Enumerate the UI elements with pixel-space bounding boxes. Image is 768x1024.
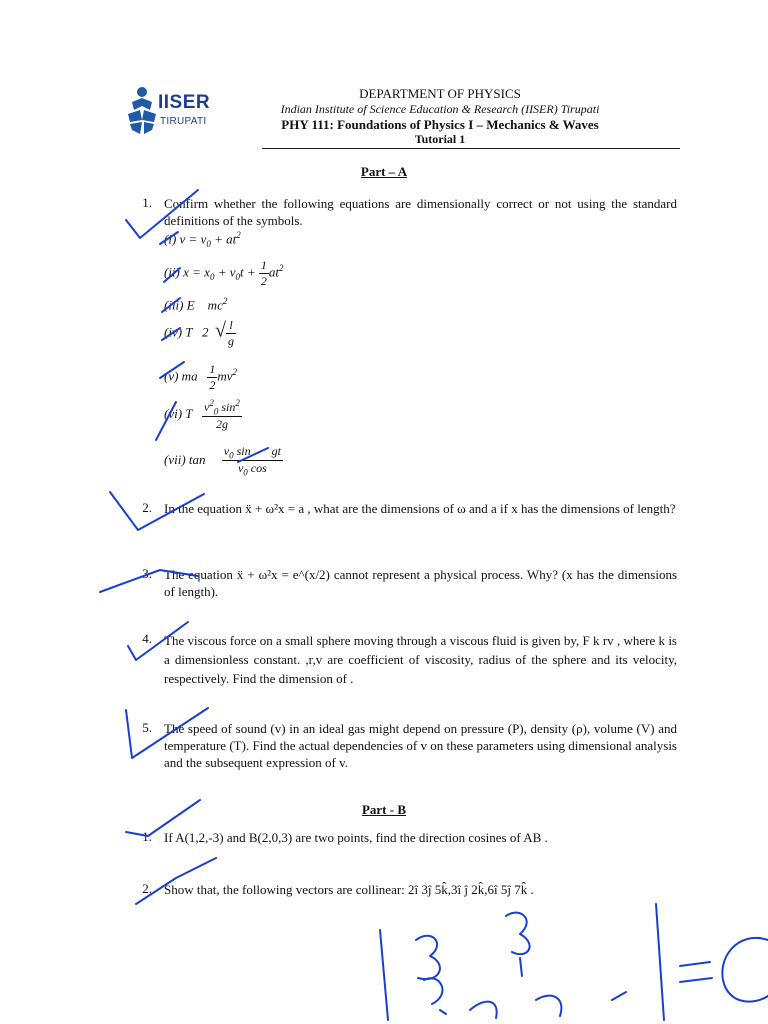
equation-i: (i) $v = v_0 + at^2$ <box>164 230 241 249</box>
part-a-heading: Part – A <box>360 164 408 179</box>
scribble <box>680 978 712 982</box>
scribble <box>440 1010 446 1014</box>
scribble <box>612 992 626 1000</box>
tutorial-label: Tutorial 1 <box>414 132 466 146</box>
scribble <box>520 958 522 976</box>
scribble <box>470 1002 497 1018</box>
equation-vii: (vii) tan $\frac{v_0 \sin gt}{v_0 \cos}$ <box>164 444 281 478</box>
question-number: 1. <box>142 829 152 844</box>
department-title: DEPARTMENT OF PHYSICS <box>359 86 521 101</box>
question-number: 5. <box>142 720 152 735</box>
equation-iii: (iii) E $mc^2$ <box>164 296 228 313</box>
question-1-text: Confirm whether the following equations are dimensionally correct or not using the standard definitions of the symbols. <box>164 196 677 228</box>
scribble <box>656 904 664 1020</box>
question-number: 3. <box>142 566 152 581</box>
scribble <box>722 938 768 1002</box>
question-number: 2. <box>142 881 152 896</box>
part-b-question-1-text: If A(1,2,-3) and B(2,0,3) are two points, find the direction cosines of AB . <box>164 830 548 845</box>
equation-iv: (iv) T 2 √ $\frac{l}{g}$ <box>164 318 235 348</box>
question-4-text: The viscous force on a small sphere moving through a viscous fluid is given by, F k rv , where k is a dimensionless constant. ,r,v are coefficient of viscosity, radius of the sphere and its velocity, respectively. Find the dimension of . <box>164 633 677 686</box>
scribble <box>680 962 710 966</box>
iiser-logo <box>124 80 234 140</box>
scribble <box>424 978 442 1004</box>
part-b-question-2-text: Show that, the following vectors are collinear: 2î 3ĵ 5k̂,3î ĵ 2k̂,6î 5ĵ 7k̂ . <box>164 882 534 897</box>
equation-ii: (ii) $x = x_0 + v_0t$ + $\frac{1}{2}$ $at^2$ <box>164 258 284 288</box>
question-number: 1. <box>142 195 152 210</box>
logo-subtitle: TIRUPATI <box>160 116 207 127</box>
scribble <box>380 930 388 1020</box>
question-3-text: The equation ẍ + ω²x = e^(x/2) cannot represent a physical process. Why? (x has the dimensions of length). <box>164 567 677 599</box>
equation-v: (v) ma $\frac{1}{2}$ $mv^2$ <box>164 362 237 392</box>
equation-vi: (vi) T $\frac{v^2_0 \sin^2}{2g}$ <box>164 398 240 432</box>
scribble <box>416 936 440 979</box>
logo-title: IISER <box>158 92 211 113</box>
course-title: PHY 111: Foundations of Physics I – Mechanics & Waves <box>281 117 599 132</box>
part-b-heading: Part - B <box>361 802 407 817</box>
header-divider <box>262 148 680 149</box>
question-5-text: The speed of sound (v) in an ideal gas might depend on pressure (P), density (ρ), volume (V) and temperature (T). Find the actual dependencies of v on these parameters using dimensional analysis and the subsequent expression of v. <box>164 721 677 770</box>
question-number: 4. <box>142 631 152 646</box>
scribble <box>536 996 561 1016</box>
scribble <box>506 913 530 955</box>
question-2-text: In the equation ẍ + ω²x = a , what are the dimensions of ω and a if x has the dimensions of length? <box>164 501 676 516</box>
institute-name: Indian Institute of Science Education & Research (IISER) Tirupati <box>280 102 600 116</box>
question-number: 2. <box>142 500 152 515</box>
